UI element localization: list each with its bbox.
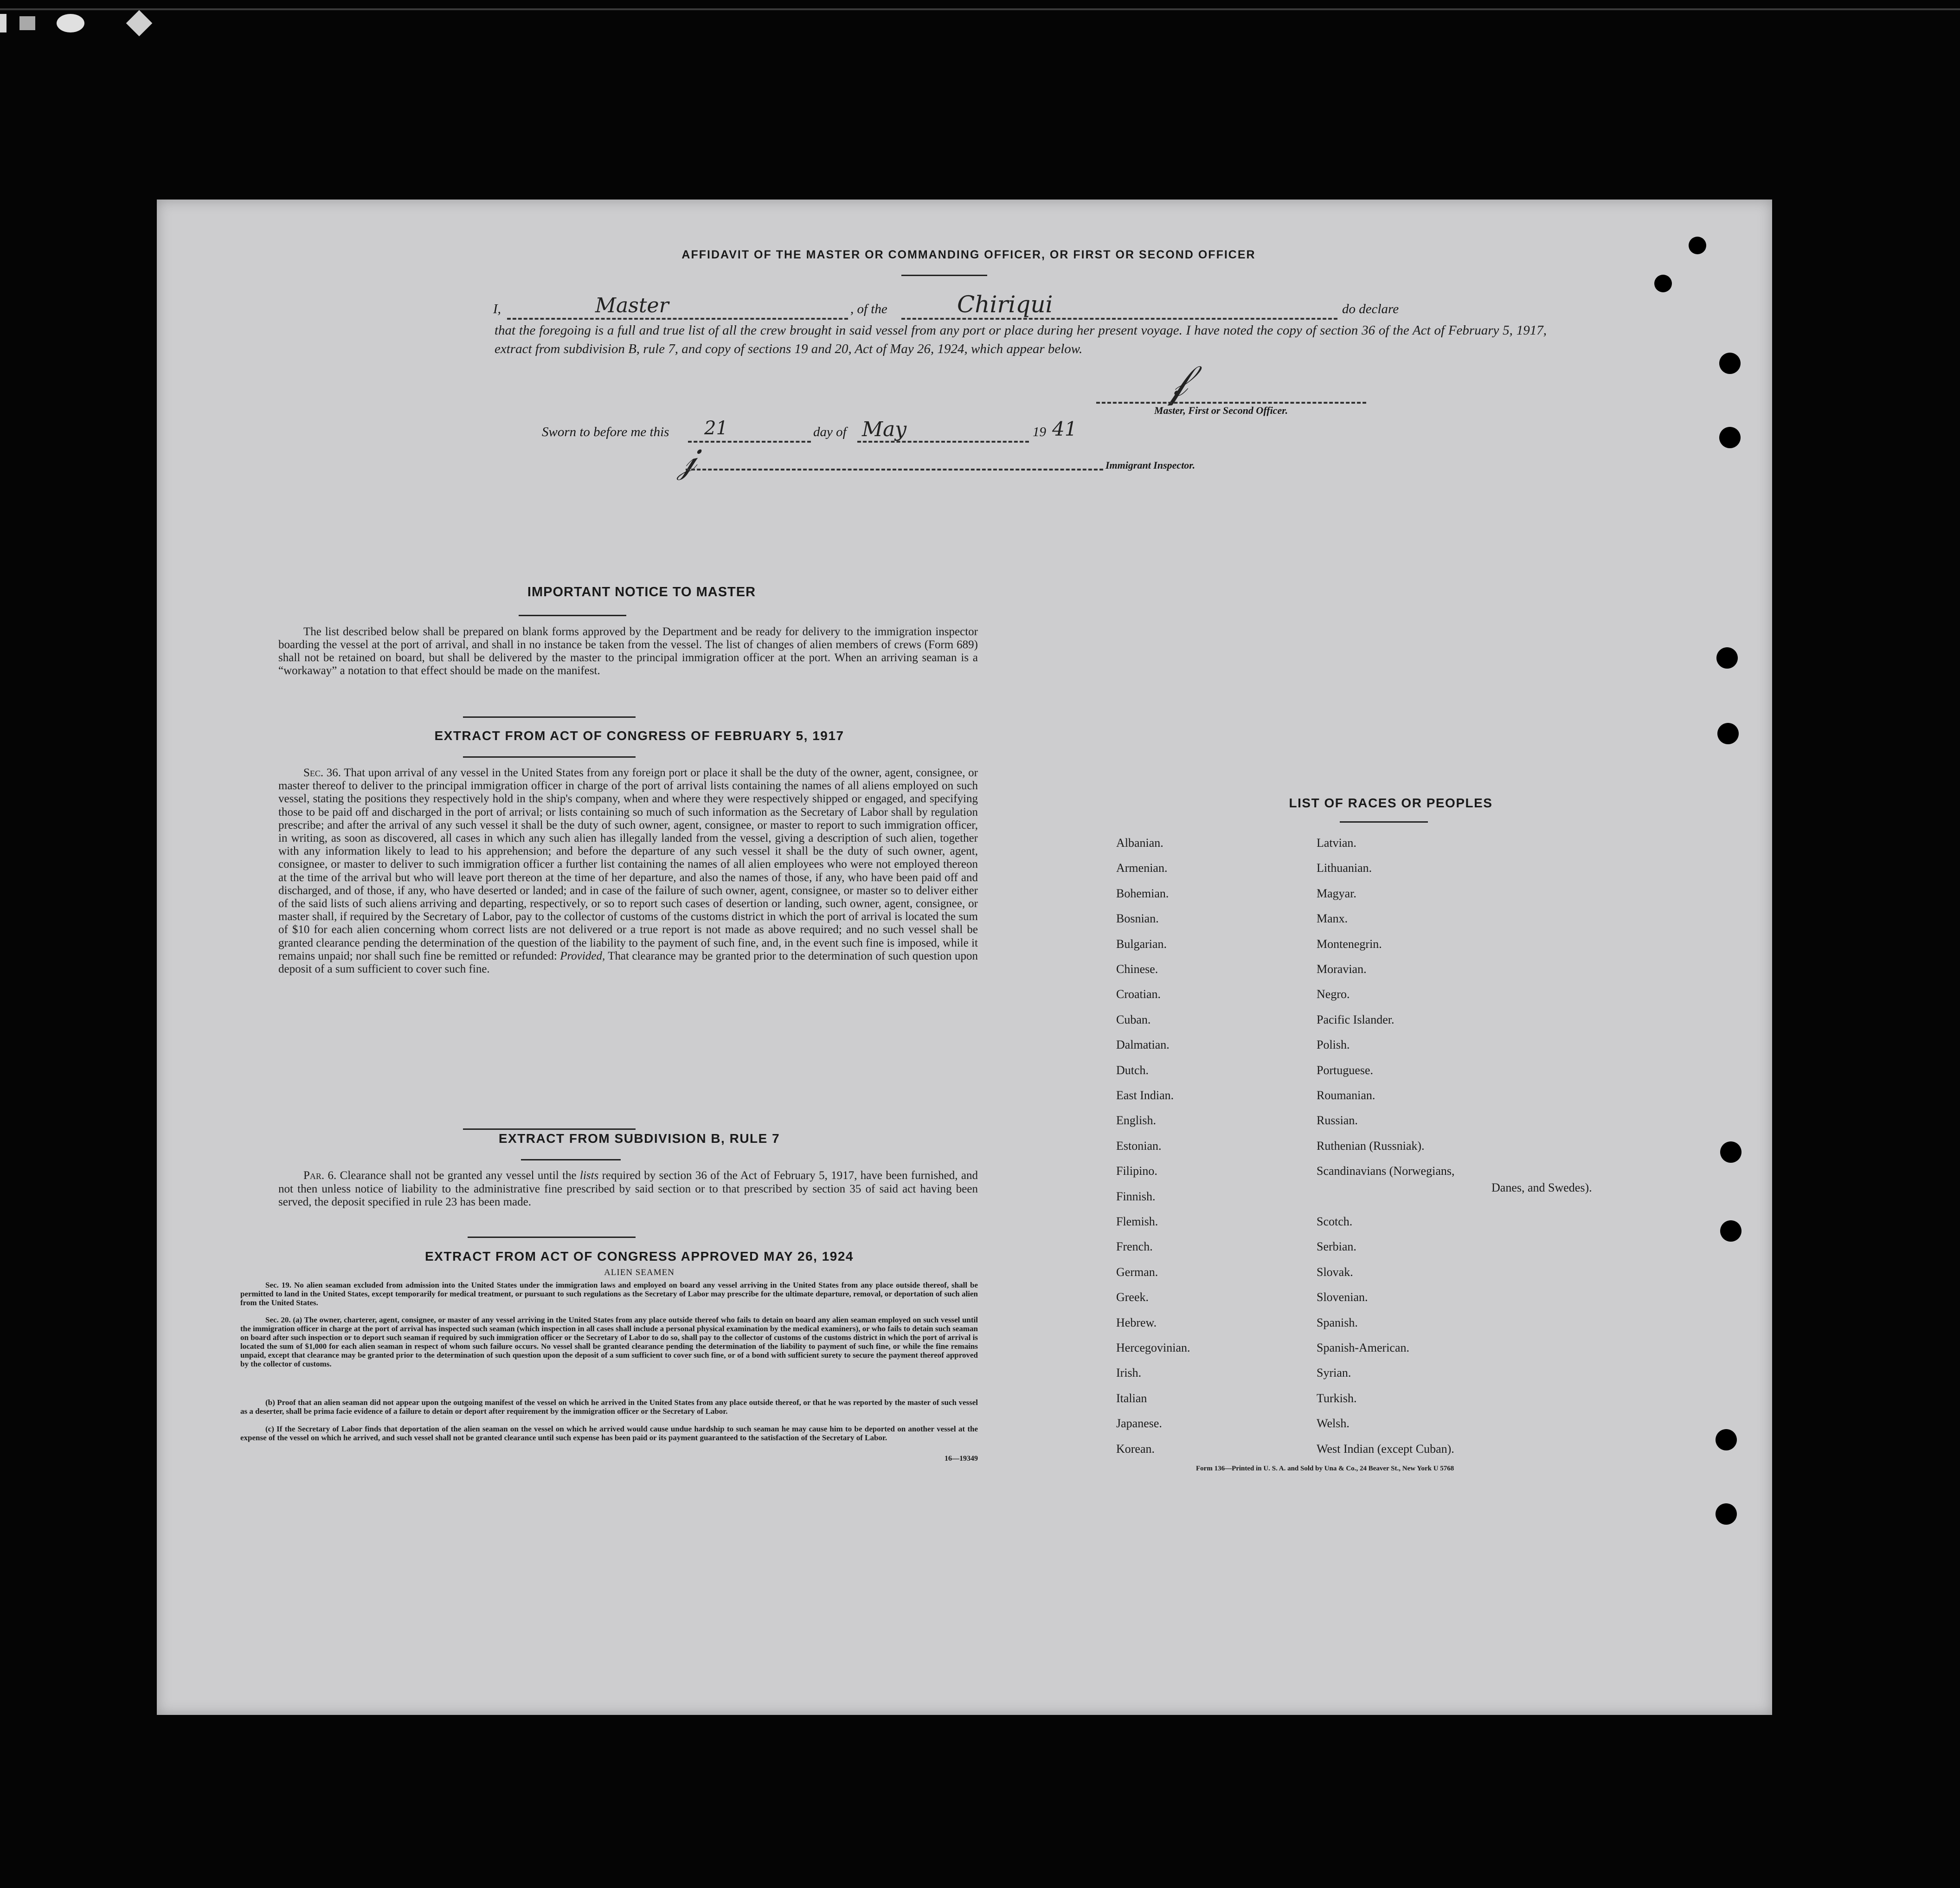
- race-item: Moravian.: [1317, 962, 1367, 976]
- proviso-label: Provided,: [560, 949, 605, 962]
- race-item: Armenian.: [1116, 861, 1168, 875]
- race-item: Flemish.: [1116, 1215, 1158, 1228]
- race-item: Croatian.: [1116, 987, 1161, 1001]
- race-item: Latvian.: [1317, 836, 1356, 850]
- sworn-day-of: day of: [813, 425, 847, 439]
- par6-lists: lists: [580, 1169, 599, 1182]
- race-item: Cuban.: [1116, 1012, 1151, 1026]
- film-mark: [19, 16, 35, 30]
- race-item: Korean.: [1116, 1442, 1155, 1456]
- race-item: English.: [1116, 1114, 1156, 1128]
- race-item: Montenegrin.: [1317, 937, 1382, 951]
- notice-end-rule: [463, 716, 636, 718]
- form-code: 16—19349: [945, 1455, 978, 1463]
- proviso-text: That clearance may be granted prior to the determination of such question upon deposit of a sum sufficient to cover such fine.: [278, 949, 978, 976]
- extract-1917-title: EXTRACT FROM ACT OF CONGRESS OF FEBRUARY 5, 1917: [434, 728, 844, 743]
- race-item: Dalmatian.: [1116, 1038, 1170, 1052]
- notice-body-text: The list described below shall be prepared on blank forms approved by the Department and be ready for delivery to the immigration inspector boarding the vessel at the port of arrival, and shall in no instance be taken from the vessel. The list of changes of alien members of crews (Form 689) shall not be retained on board, but shall be delivered by the master to the principal immigration officer at the port. When an arriving seaman is a “workaway” a notation to that effect should be made on the manifest.: [278, 625, 978, 677]
- race-item: Irish.: [1116, 1366, 1142, 1380]
- race-item: Ruthenian (Russniak).: [1317, 1139, 1425, 1153]
- punch-hole: [1717, 723, 1739, 744]
- race-item: Japanese.: [1116, 1417, 1162, 1430]
- inspector-caption: Immigrant Inspector.: [1105, 459, 1195, 471]
- sworn-year-handwriting: 41: [1052, 418, 1077, 440]
- sec20b-text: (b) Proof that an alien seaman did not appear upon the outgoing manifest of the vessel on which he arrived in the United States from any place outside thereof, or that he was reported by the master of such vessel as a deserter, shall be prima facie evidence of a failure to detain or deport after requirement by the immigration officer or the Secretary of Labor.: [240, 1398, 978, 1416]
- punch-hole: [1719, 427, 1741, 448]
- race-item: Syrian.: [1317, 1366, 1351, 1380]
- race-scandinavian-continued: Danes, and Swedes).: [1491, 1181, 1592, 1194]
- race-item: Slovenian.: [1317, 1290, 1368, 1304]
- notice-title: IMPORTANT NOTICE TO MASTER: [527, 585, 756, 599]
- race-item: Portuguese.: [1317, 1063, 1374, 1077]
- sworn-prefix: Sworn to before me this: [542, 425, 669, 439]
- affidavit-rule: [901, 275, 987, 276]
- notice-rule: [519, 615, 626, 616]
- inspector-signature: 𝒿: [674, 438, 699, 481]
- race-item: Scotch.: [1317, 1215, 1353, 1228]
- extract-1917-body: [278, 767, 978, 976]
- affidavit-title: AFFIDAVIT OF THE MASTER OR COMMANDING OFFICER, OR FIRST OR SECOND OFFICER: [681, 248, 1256, 261]
- par6-text-a: Clearance shall not be granted any vessel until the: [340, 1169, 577, 1182]
- race-item: Manx.: [1317, 912, 1348, 926]
- race-item: Slovak.: [1317, 1265, 1353, 1279]
- vessel-name-handwriting: Chiriqui: [957, 291, 1053, 318]
- document-page: [157, 200, 1772, 1715]
- extract-1924-title: EXTRACT FROM ACT OF CONGRESS APPROVED MAY 26, 1924: [425, 1249, 854, 1263]
- race-item: Turkish.: [1317, 1391, 1357, 1405]
- rule7-rule: [521, 1159, 621, 1160]
- race-item: Scandinavians (Norwegians,: [1317, 1164, 1455, 1178]
- race-item: Spanish.: [1317, 1315, 1358, 1329]
- extract-1917-end-rule: [463, 1128, 636, 1130]
- film-mark: [57, 14, 84, 32]
- sec20c-text: (c) If the Secretary of Labor finds that deportation of the alien seaman on the vessel on which he arrived would cause undue hardship to such seaman he may cause him to be deported on another vessel at the expense of the vessel on which he arrived, and such vessel shall not be granted clearance until such expense has been paid or its payment guaranteed to the satisfaction of the Secretary of Labor.: [240, 1424, 978, 1442]
- inspector-line: [686, 469, 1103, 470]
- punch-hole: [1716, 1503, 1737, 1525]
- affidavit-body: that the foregoing is a full and true list of all the crew brought in said vessel from any port or place during her present voyage. I have noted the copy of section 36 of the Act of February 5, 1917, extract from subdivision B, rule 7, and copy of sections 19 and 20, Act of May 26, 1924, which appear below.: [495, 323, 1547, 356]
- race-item: Serbian.: [1317, 1240, 1356, 1254]
- sworn-month-handwriting: May: [862, 418, 907, 441]
- race-item: Welsh.: [1317, 1417, 1350, 1430]
- sec19-text: Sec. 19. No alien seaman excluded from admission into the United States under the immigration laws and employed on board any vessel arriving in the United States from any place outside thereof, shall be permitted to land in the United States, except temporarily for medical treatment, or pursuant to such regulations as the Secretary of Labor may prescribe for the ultimate departure, removal, or deportation of such alien from the United States.: [240, 1281, 978, 1307]
- race-item: Roumanian.: [1317, 1089, 1375, 1102]
- extract-1917-rule: [463, 756, 636, 758]
- sworn-day-handwriting: 21: [704, 418, 728, 439]
- race-item: Filipino.: [1116, 1164, 1157, 1178]
- sec20a-text: Sec. 20. (a) The owner, charterer, agent, consignee, or master of any vessel arriving in the United States from any place outside thereof who fails to detain on board any alien seaman employed on such vessel until the immigration officer in charge at the port of arrival has inspected such seaman (which inspection in all cases shall include a personal physical examination by the medical examiners), or who fails to detain such seaman on board after such inspection or to deport such seaman if required by such immigration officer or the Secretary of Labor to do so, shall pay to the collector of customs of the customs district in which the port of arrival is located the sum of $1,000 for each alien seaman in respect of whom such failure occurs. No vessel shall be granted clearance pending the determination of the liability to payment of such fine, or while the fine remains unpaid, except that clearance may be granted prior to the determination of such question upon the deposit of a sum sufficient to cover such fine, or of a bond with sufficient surety to secure the payment thereof approved by the collector of customs.: [240, 1315, 978, 1368]
- race-item: Polish.: [1317, 1038, 1350, 1052]
- race-item: Finnish.: [1116, 1189, 1156, 1203]
- signature-line: [1096, 402, 1366, 404]
- race-item: Russian.: [1317, 1114, 1358, 1128]
- race-item: Italian: [1116, 1391, 1147, 1405]
- printer-footer: Form 136—Printed in U. S. A. and Sold by Una & Co., 24 Beaver St., New York U 5768: [1196, 1465, 1454, 1472]
- par6-text-b: required by section 36 of the Act of February 5, 1917, have been furnished, and not then unless notice of liability to the administrative fine prescribed by said section or to that prescribed by section 35 of said act having been served, the deposit specified in rule 23 has been made.: [278, 1169, 978, 1208]
- sworn-year-prefix: 19: [1033, 425, 1046, 439]
- race-item: Albanian.: [1116, 836, 1163, 850]
- race-item: Estonian.: [1116, 1139, 1162, 1153]
- race-item: Magyar.: [1317, 886, 1356, 900]
- affidavit-of-the: , of the: [850, 302, 887, 316]
- punch-hole: [1716, 1429, 1737, 1450]
- race-item: Hebrew.: [1116, 1315, 1157, 1329]
- sec36-label: Sec. 36.: [303, 767, 341, 779]
- rule7-end-rule: [468, 1237, 636, 1238]
- rule7-title: EXTRACT FROM SUBDIVISION B, RULE 7: [498, 1131, 780, 1146]
- affidavit-i: I,: [493, 302, 501, 316]
- sec36-text: That upon arrival of any vessel in the United States from any foreign port or place it shall be the duty of the owner, agent, consignee, or master thereof to deliver to the principal immigration officer in charge of the port of arrival lists containing the names of all aliens employed on such vessel, stating the positions they respectively hold in the ship's company, when and where they were respectively shipped or engaged, and specifying those to be paid off and discharged in the port of arrival; or lists containing so much of such information as the Secretary of Labor shall by regulation prescribe; and after the arrival of any such vessel it shall be the duty of such owner, agent, consignee, or master to report to such immigration officer, in writing, as soon as discovered, all cases in which any such alien has illegally landed from the vessel, giving a description of such alien, together with any information likely to lead to his apprehension; and before the departure of any such vessel it shall be the duty of such owner, agent, consignee, or master to deliver to such immigration officer a further list containing the names of all alien employees who were not employed thereon at the time of the arrival but who will leave port thereon at the time of her departure, and also the names of those, if any, who have been paid off and discharged, and of those, if any, who have deserted or landed; and in case of the failure of such owner, agent, consignee, or master so to deliver either of the said lists of such aliens arriving and departing, respectively, or so to report such cases of desertion or landing, such owner, agent, consignee, or master shall, if required by the Secretary of Labor, pay to the collector of customs of the customs district in which the port of arrival is located the sum of $10 for each alien concerning whom correct lists are not delivered or a true report is not made as above required; and no such vessel shall be granted clearance pending the determination of the question of the liability to the payment of such fine, and, in the event such fine is imposed, while it remains unpaid; nor shall such fine be remitted or refunded:: [278, 767, 978, 962]
- par6-label: Par. 6.: [303, 1169, 337, 1182]
- film-mark: [126, 10, 153, 37]
- race-item: Chinese.: [1116, 962, 1158, 976]
- day-blank: [688, 441, 811, 443]
- punch-hole: [1719, 353, 1741, 374]
- sworn-line: [542, 418, 1145, 445]
- signature-caption: Master, First or Second Officer.: [1154, 405, 1288, 416]
- race-item: Pacific Islander.: [1317, 1012, 1394, 1026]
- alien-seamen-subtitle: ALIEN SEAMEN: [604, 1268, 675, 1277]
- affidavit-line1: [493, 291, 1547, 322]
- affidavit-do-declare: do declare: [1342, 302, 1399, 316]
- race-item: German.: [1116, 1265, 1158, 1279]
- race-item: Greek.: [1116, 1290, 1149, 1304]
- race-item: East Indian.: [1116, 1089, 1174, 1102]
- name-blank: [507, 318, 848, 320]
- races-title: LIST OF RACES OR PEOPLES: [1289, 796, 1493, 810]
- punch-hole: [1654, 275, 1672, 292]
- punch-hole: [1720, 1220, 1742, 1242]
- film-edge-line: [0, 8, 1960, 10]
- vessel-blank: [901, 318, 1337, 320]
- races-rule: [1340, 821, 1428, 823]
- race-item: Bulgarian.: [1116, 937, 1167, 951]
- punch-hole: [1716, 647, 1738, 669]
- race-item: Spanish-American.: [1317, 1341, 1410, 1354]
- race-item: Hercegovinian.: [1116, 1341, 1190, 1354]
- notice-body: [278, 625, 978, 677]
- film-mark: [0, 14, 6, 32]
- race-item: French.: [1116, 1240, 1153, 1254]
- race-item: Bohemian.: [1116, 886, 1169, 900]
- race-item: Negro.: [1317, 987, 1350, 1001]
- master-signature: 𝒻: [1166, 356, 1189, 407]
- race-item: Dutch.: [1116, 1063, 1149, 1077]
- rule7-body: [278, 1169, 978, 1209]
- punch-hole: [1689, 237, 1706, 254]
- race-item: West Indian (except Cuban).: [1317, 1442, 1454, 1456]
- race-item: Lithuanian.: [1317, 861, 1372, 875]
- race-item: Bosnian.: [1116, 912, 1159, 926]
- master-name-handwriting: Master: [595, 294, 669, 317]
- punch-hole: [1720, 1141, 1742, 1163]
